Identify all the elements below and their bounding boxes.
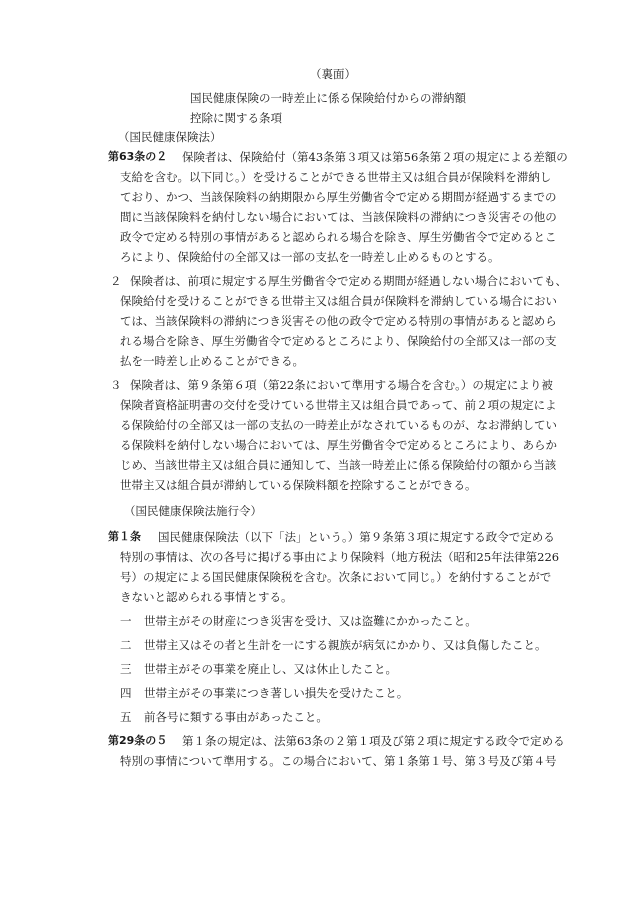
document-title-line1: 国民健康保険の一時差止に係る保険給付からの滞納額 (190, 91, 466, 105)
paragraph-2-line: 払を一時差し止めることができる。 (120, 354, 304, 368)
item-number: 五 (120, 710, 132, 724)
paragraph-3-number: ３ (110, 378, 122, 392)
item-number: 一 (120, 614, 132, 628)
article-1-line: 号）の規定による国民健康保険税を含む。次条において同じ。）を納付することがで (120, 570, 552, 584)
paragraph-2-line: 保険者は、前項に規定する厚生労働省令で定める期間が経過しない場合においても、 (130, 274, 567, 288)
paragraph-3-line: 保険者資格証明書の交付を受けている世帯主又は組合員であって、前２項の規定によ (120, 398, 557, 412)
order-heading: （国民健康保険法施行令） (124, 504, 262, 518)
article-63-2-line: 保険者は、保険給付（第43条第３項又は第56条第２項の規定による差額の (182, 150, 568, 164)
article-29-5-label: 第29条の５ (108, 734, 168, 747)
item-text: 世帯主がその財産につき災害を受け、又は盗難にかかったこと。 (144, 614, 477, 628)
item-text: 世帯主がその事業につき著しい損失を受けたこと。 (144, 686, 409, 700)
article-63-2-line: 政令で定める特別の事情があると認められる場合を除き、厚生労働省令で定めるとこ (120, 230, 557, 244)
article-63-2-line: 支給を含む。以下同じ。）を受けることができる世帯主又は組合員が保険料を滞納し (120, 170, 552, 184)
paragraph-2-line: 保険給付を受けることができる世帯主又は組合員が保険料を滞納している場合におい (120, 294, 557, 308)
article-1-line: きないと認められる事情とする。 (120, 590, 293, 604)
paragraph-3-line: 世帯主又は組合員が滞納している保険料額を控除することができる。 (120, 478, 477, 492)
paragraph-3-line: る保険給付の全部又は一部の支払の一時差止がなされているものが、なお滞納してい (120, 418, 557, 432)
article-29-5-line: 第１条の規定は、法第63条の２第１項及び第２項に規定する政令で定める (182, 734, 565, 748)
article-29-5-line: 特別の事情について準用する。この場合において、第１条第１号、第３号及び第４号 (120, 754, 557, 768)
paragraph-2-line: れる場合を除き、厚生労働省令で定めるところにより、保険給付の全部又は一部の支 (120, 334, 557, 348)
item-number: 二 (120, 638, 132, 652)
article-63-2-label: 第63条の２ (108, 150, 168, 163)
side-label: （裏面） (310, 67, 356, 81)
document-title-line2: 控除に関する条項 (190, 111, 282, 125)
item-text: 前各号に類する事由があったこと。 (144, 710, 328, 724)
paragraph-2-number: ２ (110, 274, 122, 288)
paragraph-3-line: じめ、当該世帯主又は組合員に通知して、当該一時差止に係る保険給付の額から当該 (120, 458, 557, 472)
article-1-label: 第１条 (108, 530, 141, 543)
law-heading: （国民健康保険法） (118, 130, 222, 144)
paragraph-2-line: ては、当該保険料の滞納につき災害その他の政令で定める特別の事情があると認めら (120, 314, 557, 328)
paragraph-3-line: る保険料を納付しない場合においては、厚生労働省令で定めるところにより、あらか (120, 438, 557, 452)
item-number: 四 (120, 686, 132, 700)
article-63-2-line: ており、かつ、当該保険料の納期限から厚生労働省令で定める期間が経過するまでの (120, 190, 557, 204)
item-text: 世帯主がその事業を廃止し、又は休止したこと。 (144, 662, 397, 676)
article-63-2-line: ろにより、保険給付の全部又は一部の支払を一時差し止めるものとする。 (120, 250, 500, 264)
paragraph-3-line: 保険者は、第９条第６項（第22条において準用する場合を含む。）の規定により被 (130, 378, 553, 392)
item-text: 世帯主又はその者と生計を一にする親族が病気にかかり、又は負傷したこと。 (144, 638, 547, 652)
item-number: 三 (120, 662, 132, 676)
article-1-line: 国民健康保険法（以下「法」という。）第９条第３項に規定する政令で定める (158, 530, 555, 544)
article-63-2-line: 間に当該保険料を納付しない場合においては、当該保険料の滞納につき災害その他の (120, 210, 557, 224)
article-1-line: 特別の事情は、次の各号に掲げる事由により保険料（地方税法（昭和25年法律第226 (120, 550, 560, 564)
